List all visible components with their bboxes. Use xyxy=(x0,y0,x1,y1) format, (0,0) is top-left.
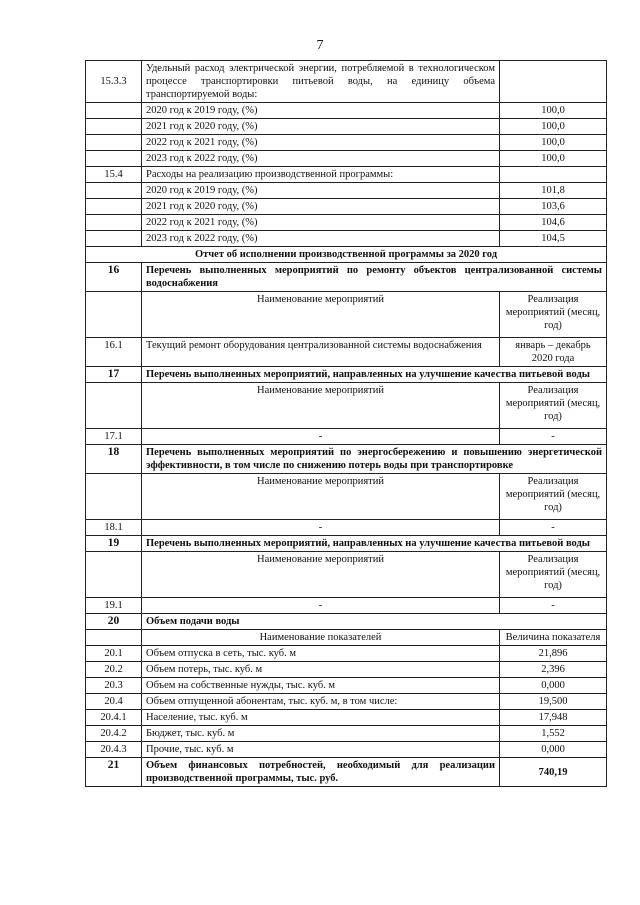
section-title: Перечень выполненных мероприятий по энергосбережению и повышению энергетической эффективности, в том числе по снижению потерь воды при транспортировке xyxy=(142,445,607,474)
section-header-row xyxy=(86,758,607,787)
table-row xyxy=(86,151,607,167)
row-text: - xyxy=(142,598,500,614)
row-value: 100,0 xyxy=(500,151,607,167)
row-number: 20.3 xyxy=(86,678,142,694)
section-header-row xyxy=(86,367,607,383)
table-row xyxy=(86,183,607,199)
row-value xyxy=(500,61,607,103)
row-value: 0,000 xyxy=(500,678,607,694)
table-row xyxy=(86,742,607,758)
row-label: 2022 год к 2021 году, (%) xyxy=(142,215,500,231)
column-header-row xyxy=(86,474,607,520)
column-header-row xyxy=(86,552,607,598)
row-label: Население, тыс. куб. м xyxy=(142,710,500,726)
section-title: Объем финансовых потребностей, необходимый для реализации производственной программы, тыс. руб. xyxy=(142,758,500,787)
table-row xyxy=(86,646,607,662)
section-number: 17 xyxy=(86,367,142,383)
row-value: 103,6 xyxy=(500,199,607,215)
column-header-row xyxy=(86,383,607,429)
row-label: Объем отпуска в сеть, тыс. куб. м xyxy=(142,646,500,662)
table-row xyxy=(86,710,607,726)
row-label: Объем на собственные нужды, тыс. куб. м xyxy=(142,678,500,694)
row-number: 20.4 xyxy=(86,694,142,710)
table-row xyxy=(86,119,607,135)
section-title: Перечень выполненных мероприятий по ремонту объектов централизованной системы водоснабжения xyxy=(142,263,607,292)
table-row xyxy=(86,247,607,263)
column-header-row xyxy=(86,630,607,646)
row-number: 20.4.3 xyxy=(86,742,142,758)
section-header-row xyxy=(86,445,607,474)
table-row xyxy=(86,598,607,614)
section-number: 20 xyxy=(86,614,142,630)
column-header-implementation: Реализация мероприятий (месяц, год) xyxy=(500,474,607,520)
column-header-row xyxy=(86,292,607,338)
table-row xyxy=(86,135,607,151)
column-header-implementation: Реализация мероприятий (месяц, год) xyxy=(500,552,607,598)
row-value: 100,0 xyxy=(500,119,607,135)
section-number: 16 xyxy=(86,263,142,292)
production-program-table xyxy=(85,60,607,787)
row-text: - xyxy=(142,429,500,445)
row-label: Бюджет, тыс. куб. м xyxy=(142,726,500,742)
row-value: - xyxy=(500,520,607,536)
table-row xyxy=(86,231,607,247)
row-value: январь – декабрь 2020 года xyxy=(500,338,607,367)
column-header-name: Наименование мероприятий xyxy=(142,383,500,429)
section-number: 19 xyxy=(86,536,142,552)
row-text: - xyxy=(142,520,500,536)
section-header-row xyxy=(86,536,607,552)
row-number: 17.1 xyxy=(86,429,142,445)
table-row xyxy=(86,215,607,231)
table-row xyxy=(86,678,607,694)
row-number: 15.3.3 xyxy=(86,61,142,103)
row-value: 1,552 xyxy=(500,726,607,742)
row-value: 17,948 xyxy=(500,710,607,726)
row-value: 100,0 xyxy=(500,103,607,119)
page-number: 7 xyxy=(316,38,324,53)
row-number: 20.2 xyxy=(86,662,142,678)
table-row xyxy=(86,199,607,215)
row-number: 20.1 xyxy=(86,646,142,662)
row-number: 16.1 xyxy=(86,338,142,367)
column-header-name: Наименование мероприятий xyxy=(142,552,500,598)
row-value: 104,6 xyxy=(500,215,607,231)
table-row xyxy=(86,61,607,103)
row-number: 19.1 xyxy=(86,598,142,614)
section-header-row xyxy=(86,614,607,630)
table-row xyxy=(86,694,607,710)
row-label: Объем отпущенной абонентам, тыс. куб. м, в том числе: xyxy=(142,694,500,710)
table-row xyxy=(86,726,607,742)
section-title: Объем подачи воды xyxy=(142,614,607,630)
row-number: 20.4.1 xyxy=(86,710,142,726)
section-number: 21 xyxy=(86,758,142,787)
section-title: Перечень выполненных мероприятий, направленных на улучшение качества питьевой воды xyxy=(142,536,607,552)
row-value: 2,396 xyxy=(500,662,607,678)
table-row xyxy=(86,520,607,536)
table-row xyxy=(86,429,607,445)
column-header-implementation: Реализация мероприятий (месяц, год) xyxy=(500,383,607,429)
row-text: Расходы на реализацию производственной программы: xyxy=(142,167,500,183)
row-label: 2020 год к 2019 году, (%) xyxy=(142,183,500,199)
row-value: 100,0 xyxy=(500,135,607,151)
row-label: 2021 год к 2020 году, (%) xyxy=(142,119,500,135)
section-number: 18 xyxy=(86,445,142,474)
row-label: 2023 год к 2022 году, (%) xyxy=(142,151,500,167)
column-header-name: Наименование мероприятий xyxy=(142,292,500,338)
row-label: Объем потерь, тыс. куб. м xyxy=(142,662,500,678)
column-header-name: Наименование мероприятий xyxy=(142,474,500,520)
row-label: 2023 год к 2022 году, (%) xyxy=(142,231,500,247)
row-text: Удельный расход электрической энергии, потребляемой в технологическом процессе транспортировки питьевой воды, на единицу объема транспортируемой воды: xyxy=(142,61,500,103)
row-value: 104,5 xyxy=(500,231,607,247)
column-header-name: Наименование показателей xyxy=(142,630,500,646)
row-value: 101,8 xyxy=(500,183,607,199)
row-label: 2021 год к 2020 году, (%) xyxy=(142,199,500,215)
column-header-value: Величина показателя xyxy=(500,630,607,646)
report-title: Отчет об исполнении производственной программы за 2020 год xyxy=(86,247,607,263)
row-label: 2022 год к 2021 году, (%) xyxy=(142,135,500,151)
table-row xyxy=(86,103,607,119)
row-text: Текущий ремонт оборудования централизованной системы водоснабжения xyxy=(142,338,500,367)
table-row xyxy=(86,662,607,678)
total-value: 740,19 xyxy=(500,758,607,787)
table-row xyxy=(86,167,607,183)
row-number: 15.4 xyxy=(86,167,142,183)
section-title: Перечень выполненных мероприятий, направленных на улучшение качества питьевой воды xyxy=(142,367,607,383)
section-header-row xyxy=(86,263,607,292)
row-value: - xyxy=(500,598,607,614)
row-value: - xyxy=(500,429,607,445)
table-row xyxy=(86,338,607,367)
row-value: 19,500 xyxy=(500,694,607,710)
row-value: 0,000 xyxy=(500,742,607,758)
row-label: 2020 год к 2019 году, (%) xyxy=(142,103,500,119)
row-value: 21,896 xyxy=(500,646,607,662)
column-header-implementation: Реализация мероприятий (месяц, год) xyxy=(500,292,607,338)
row-number: 20.4.2 xyxy=(86,726,142,742)
row-label: Прочие, тыс. куб. м xyxy=(142,742,500,758)
row-number: 18.1 xyxy=(86,520,142,536)
